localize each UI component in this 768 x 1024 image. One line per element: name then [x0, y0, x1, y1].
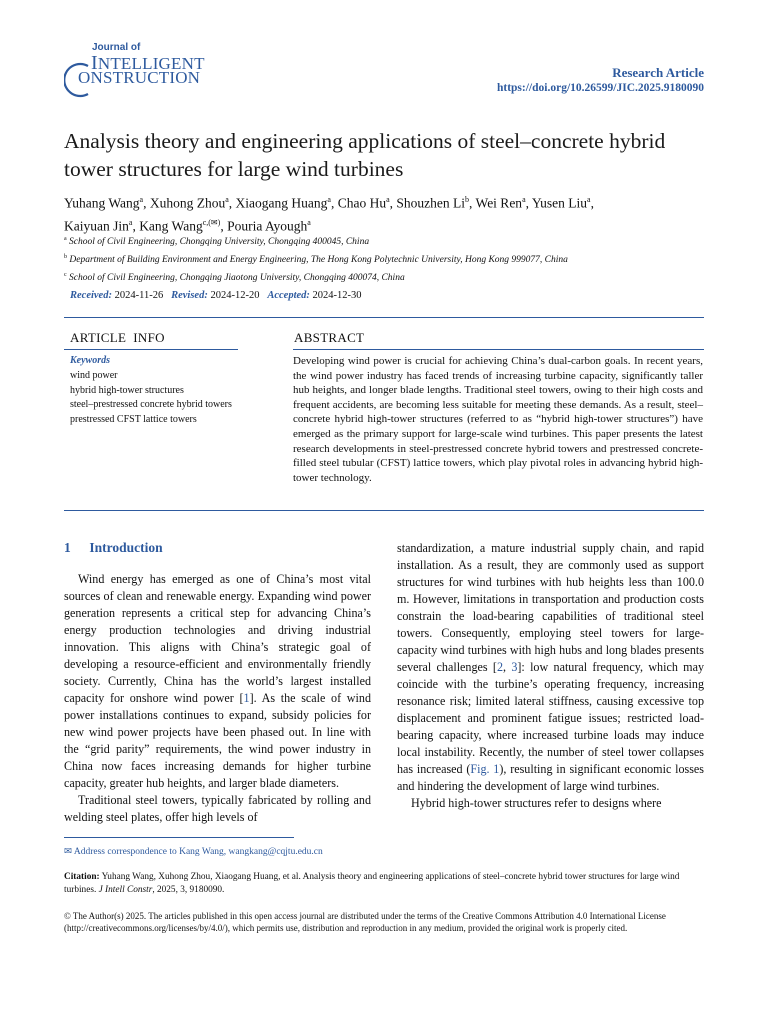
article-type: Research Article [612, 65, 704, 80]
section-heading [64, 540, 163, 556]
affiliation: $^b$ Department of Building Environment and Energy Engineering, The Hong Kong Polytechnic University, Hong Kong 999077, China [64, 254, 568, 266]
author-list [64, 190, 704, 235]
figure-link[interactable]: Fig. 1 [470, 762, 500, 776]
citation: Citation: Yuhang Wang, Xuhong Zhou, Xiaogang Huang, et al. Analysis theory and engineering applications of steel–concrete hybrid tower structures for large wind turbines. J Intell Constr, 2025, 3, 9180090. [64, 872, 680, 895]
author-name: Yusen Liu [531, 195, 587, 211]
body-column-right [397, 540, 704, 812]
reference-link[interactable]: 1 [243, 691, 250, 705]
doi-link[interactable]: https://doi.org/10.26599/JIC.2025.9180090 [496, 82, 704, 94]
journal-logo-line2: ONSTRUCTION [78, 68, 201, 87]
author-affiliation-mark: a [386, 195, 390, 204]
keyword-list [70, 369, 240, 427]
divider-mid [64, 510, 704, 511]
author-name: Xuhong Zhou [149, 195, 226, 211]
author-name: Kang Wang [139, 218, 203, 233]
section-title: Introduction [89, 540, 163, 555]
abstract-heading: ABSTRACT [294, 330, 365, 345]
abstract-rule [293, 349, 704, 350]
journal-logo-small: Journal of [92, 42, 141, 53]
section-number: 1 [64, 540, 71, 555]
author-name: Yuhang Wang [64, 195, 140, 211]
reference-link[interactable]: 2 [496, 660, 503, 674]
author-affiliation-mark: c,(✉) [202, 217, 221, 227]
keyword: wind power [70, 370, 118, 381]
keyword: hybrid high-tower structures [70, 384, 184, 396]
article-info-rule [64, 349, 238, 350]
paper-title: Analysis theory and engineering applications of steel–concrete hybrid tower structures for large wind turbines [64, 129, 666, 181]
footnote-rule [64, 837, 294, 838]
keywords-heading: Keywords [70, 355, 110, 366]
revised-date: 2024-12-20 [210, 290, 260, 301]
author-line-2: Kaiyuan Jin$^a$, Kang Wang$^{c,(✉)}$, Pouria Ayough$^a$ [64, 217, 311, 233]
author-affiliation-mark: a [522, 195, 526, 204]
revised-label: Revised: [171, 290, 208, 301]
journal-logo [64, 42, 204, 98]
author-affiliation-mark: a [225, 195, 229, 204]
paragraph: standardization, a mature industrial supply chain, and rapid installation. As a result, they are commonly used as support structures for wind turbines with hub heights less than 100.0 m. However, limitations in transportation and production costs constrain the load-bearing capabilities of traditional steel towers. Consequently, employing steel towers for large-capacity wind turbines with high hubs and long blades presents several challenges [2, 3]: low natural frequency, which may coincide with the turbine’s operating frequency, increasing resonance risk; limited lateral stiffness, causing excessive top displacement and prominent fatigue issues; restricted load-bearing capacity, where increased turbine loads may induce local instability. Recently, the number of steel tower collapses has increased (Fig. 1), resulting in significant economic losses and hindering the development of large wind turbines. [397, 541, 705, 793]
affiliation: $^c$ School of Civil Engineering, Chongqing Jiaotong University, Chongqing 400074, China [64, 272, 405, 284]
affiliation-list [64, 232, 704, 286]
author-name: Xiaogang Huang [235, 195, 328, 211]
correspondence-note[interactable]: ✉ Address correspondence to Kang Wang, wangkang@cqjtu.edu.cn [64, 847, 323, 857]
accepted-date: 2024-12-30 [312, 290, 362, 301]
author-affiliation-mark: a [587, 195, 591, 204]
divider-top [64, 317, 704, 318]
keyword: prestressed CFST lattice towers [70, 413, 197, 425]
author-affiliation-mark: a [307, 217, 311, 227]
author-name: Wei Ren [475, 195, 523, 211]
author-affiliation-mark: b [465, 195, 470, 204]
author-name: Shouzhen Li [396, 195, 466, 211]
author-affiliation-mark: a [327, 195, 331, 204]
paragraph: Traditional steel towers, typically fabricated by rolling and welding steel plates, offer high levels of [64, 793, 371, 824]
author-name: Chao Hu [337, 195, 387, 211]
envelope-icon: ✉ [64, 847, 72, 857]
keyword: steel–prestressed concrete hybrid towers [70, 399, 232, 410]
affiliation: $^a$ School of Civil Engineering, Chongqing University, Chongqing 400045, China [64, 236, 370, 248]
author-affiliation-mark: a [128, 217, 133, 227]
abstract-text: Developing wind power is crucial for achieving China’s dual-carbon goals. In recent years, the wind power industry has faced trends of increasing turbine capacity, significantly taller hub heights, and longer blade lengths. Traditional steel towers, owing to their high costs and frequent accidents, are becoming less suitable for meeting these demands. As a result, steel–concrete hybrid high-tower structures (referred to as “hybrid high-tower structures”) have emerged as the primary support for large-scale wind turbines. This paper presents the latest research developments in steel-prestressed concrete hybrid towers and prestressed concrete-filled steel tubular (CFST) lattice towers, which play pivotal roles in advancing hybrid high-tower technology. [293, 355, 703, 484]
license-text: © The Author(s) 2025. The articles published in this open access journal are distributed under the terms of the Creative Commons Attribution 4.0 International License (http://creativecommons.org/licenses/by/4.0/), which permits use, distribution and reproduction in any medium, provided the original work is properly cited. [64, 911, 666, 933]
accepted-label: Accepted: [267, 290, 310, 301]
author-line-1: Yuhang Wang$^a$, Xuhong Zhou$^a$, Xiaogang Huang$^a$, Chao Hu$^a$, Shouzhen Li$^b$, Wei Ren$^a$, Yusen Liu$^a$, [64, 195, 594, 211]
body-column-left [64, 571, 371, 826]
journal-logo-line1: INTELLIGENT [91, 52, 205, 74]
paragraph: Hybrid high-tower structures refer to designs where [411, 796, 662, 810]
author-name: Kaiyuan Jin [64, 218, 129, 233]
paragraph: Wind energy has emerged as one of China’s most vital sources of clean and renewable energy. Expanding wind power generation represents a critical step for advancing China’s energy production technologies and driving industrial innovation. This aligns with China’s strategic goal of developing a resource-efficient and environmentally friendly society. Currently, China has the world’s largest installed capacity for onshore wind power [1]. As the scale of wind power installations continues to expand, subsidy policies for new wind power projects have been phased out. In line with the “grid parity” requirements, the wind power industry in China now faces increasing demands for higher turbine capacity, greater hub heights, and larger blade diameters. [64, 572, 371, 790]
received-label: Received: [70, 290, 112, 301]
author-affiliation-mark: a [139, 195, 144, 204]
reference-link[interactable]: 3 [511, 660, 518, 674]
author-name: Pouria Ayough [227, 218, 308, 233]
received-date: 2024-11-26 [114, 290, 164, 301]
publication-dates [70, 290, 362, 301]
article-info-heading: ARTICLE INFO [70, 330, 165, 345]
